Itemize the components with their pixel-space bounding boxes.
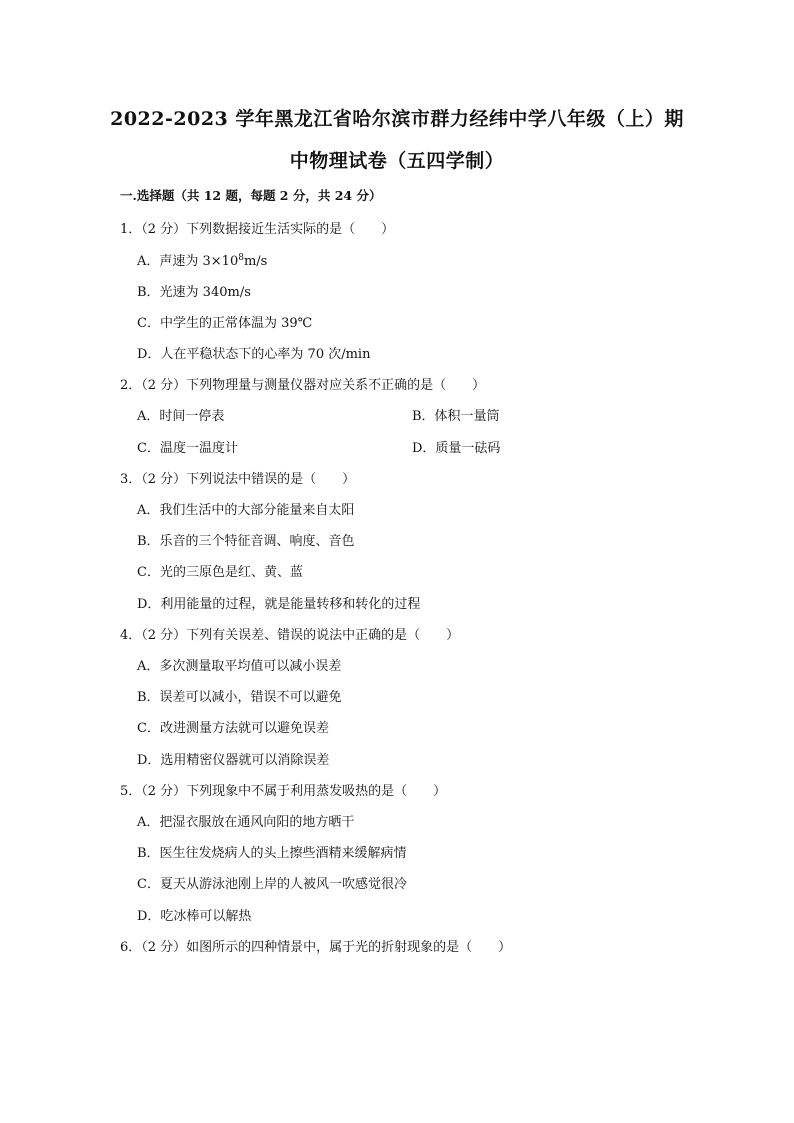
question-4-option-c: C．改进测量方法就可以避免误差: [137, 721, 329, 736]
question-1-option-c: C．中学生的正常体温为 39℃: [137, 316, 313, 331]
question-4-stem: 4．（2 分）下列有关误差、错误的说法中正确的是（ ）: [120, 628, 460, 643]
question-3-option-d: D．利用能量的过程，就是能量转移和转化的过程: [137, 597, 421, 612]
exam-title-line-1: 2022-2023 学年黑龙江省哈尔滨市群力经纬中学八年级（上）期: [110, 108, 684, 130]
question-5-option-b: B．医生往发烧病人的头上擦些酒精来缓解病情: [137, 846, 407, 861]
question-2-stem: 2．（2 分）下列物理量与测量仪器对应关系不正确的是（ ）: [120, 378, 486, 393]
question-5-option-c: C．夏天从游泳池刚上岸的人被风一吹感觉很冷: [137, 877, 407, 892]
section-heading: 一.选择题（共 12 题，每题 2 分，共 24 分）: [120, 188, 382, 203]
exam-title-line-2: 中物理试卷（五四学制）: [289, 150, 505, 172]
option-a-exponent: 8: [238, 253, 244, 263]
question-1-option-d: D．人在平稳状态下的心率为 70 次/min: [137, 347, 371, 362]
question-2-option-c: C．温度一温度计: [137, 441, 238, 456]
question-2-option-a: A．时间一停表: [137, 409, 225, 424]
question-6-stem: 6．（2 分）如图所示的四种情景中，属于光的折射现象的是（ ）: [120, 940, 512, 955]
question-2-option-d: D．质量一砝码: [412, 441, 501, 456]
question-4-option-a: A．多次测量取平均值可以减小误差: [137, 659, 342, 674]
question-3-option-c: C．光的三原色是红、黄、蓝: [137, 565, 303, 580]
question-1-stem: 1．（2 分）下列数据接近生活实际的是（ ）: [120, 222, 395, 237]
question-1-option-a: [137, 250, 267, 269]
question-5-option-d: D．吃冰棒可以解热: [137, 909, 252, 924]
option-a-unit: m/s: [243, 254, 268, 269]
question-3-option-b: B．乐音的三个特征音调、响度、音色: [137, 534, 355, 549]
question-3-stem: 3．（2 分）下列说法中错误的是（ ）: [120, 472, 356, 487]
question-2-option-b: B．体积一量筒: [412, 409, 500, 424]
option-a-text: A．声速为 3×10: [137, 254, 239, 269]
question-5-option-a: A．把湿衣服放在通风向阳的地方晒干: [137, 815, 355, 830]
question-5-stem: 5．（2 分）下列现象中不属于利用蒸发吸热的是（ ）: [120, 784, 447, 799]
question-1-option-b: B．光速为 340m/s: [137, 285, 251, 300]
question-3-option-a: A．我们生活中的大部分能量来自太阳: [137, 503, 355, 518]
question-4-option-d: D．选用精密仪器就可以消除误差: [137, 753, 330, 768]
question-4-option-b: B．误差可以减小，错误不可以避免: [137, 690, 342, 705]
